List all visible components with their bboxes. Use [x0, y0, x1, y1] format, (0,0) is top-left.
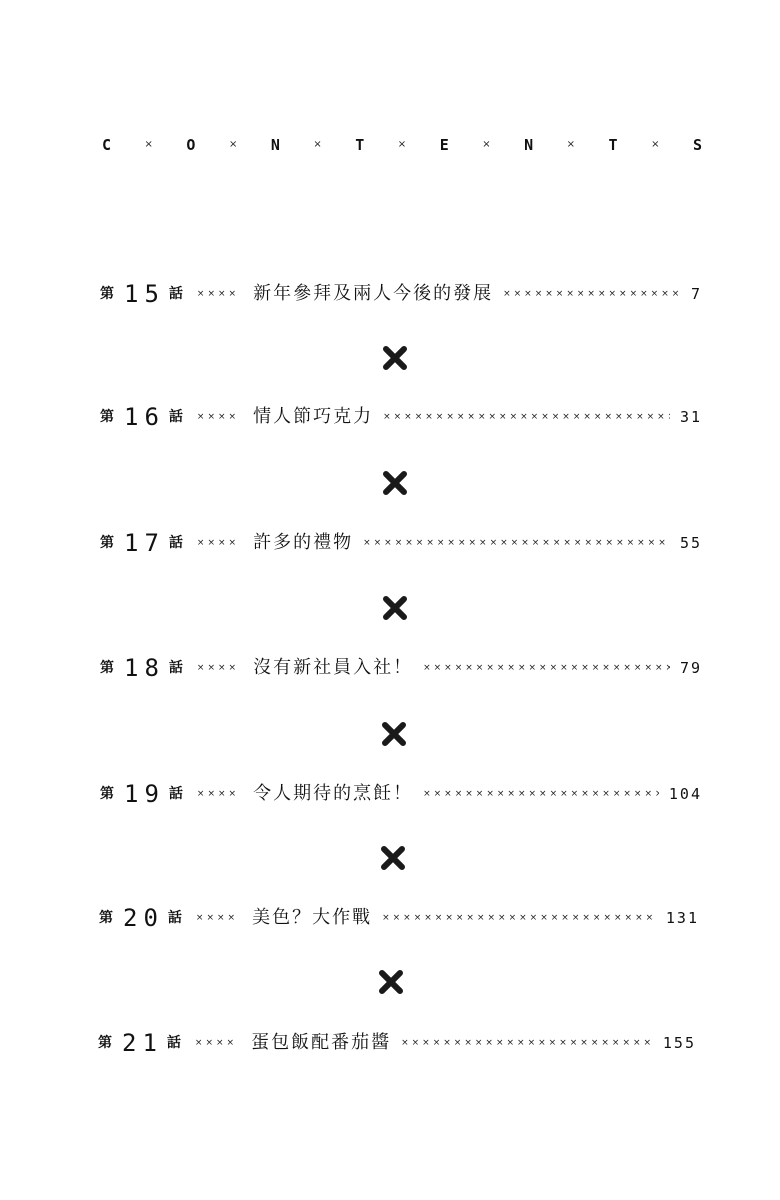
episode-page: 131	[665, 909, 699, 927]
episode-page: 104	[668, 785, 702, 803]
episode-number: 20	[123, 904, 164, 932]
cross-divider-icon	[378, 969, 404, 995]
episode-dots: ××××	[196, 663, 240, 673]
episode-suffix: 話	[168, 409, 183, 425]
header-separator: ×	[482, 139, 491, 150]
header-letter: S	[692, 136, 702, 154]
cross-divider-icon	[382, 345, 408, 371]
episode-number: 16	[124, 403, 165, 431]
header-letter: C	[102, 136, 112, 154]
episode-title: 情人節巧克力	[253, 406, 374, 427]
header-letter: N	[270, 136, 280, 154]
episode-page: 31	[679, 408, 702, 426]
episode-page: 155	[662, 1034, 696, 1052]
header-letter: E	[439, 136, 449, 154]
cross-divider-icon	[382, 470, 408, 496]
episode-suffix: 話	[168, 286, 183, 302]
dot-leader	[401, 1028, 653, 1058]
episode-number: 17	[124, 529, 165, 557]
dot-leader	[382, 903, 656, 933]
episode-prefix: 第	[99, 910, 113, 926]
episode-prefix: 第	[100, 286, 114, 302]
toc-entry[interactable]	[100, 279, 702, 309]
contents-header	[102, 134, 702, 156]
dot-leader	[503, 279, 681, 309]
header-letter: O	[186, 136, 196, 154]
header-separator: ×	[397, 139, 407, 150]
header-letter: T	[355, 136, 365, 154]
episode-dots: ××××	[196, 289, 240, 299]
episode-suffix: 話	[168, 786, 183, 802]
header-separator: ×	[566, 139, 576, 150]
toc-entry[interactable]	[100, 779, 702, 809]
episode-dots: ××××	[194, 1038, 238, 1048]
episode-prefix: 第	[98, 1035, 112, 1051]
episode-suffix: 話	[168, 535, 183, 551]
episode-number: 18	[124, 654, 165, 682]
episode-title: 美色？大作戰	[252, 907, 373, 928]
episode-title: 新年參拜及兩人今後的發展	[253, 283, 494, 304]
header-separator: ×	[651, 139, 660, 150]
dot-leader	[423, 653, 670, 683]
episode-page: 55	[679, 534, 702, 552]
episode-title: 沒有新社員入社！	[253, 657, 414, 678]
toc-entry[interactable]	[100, 528, 702, 558]
episode-dots: ××××	[196, 789, 240, 799]
header-separator: ×	[144, 139, 153, 150]
header-letter: N	[524, 136, 534, 154]
header-letter: T	[608, 136, 618, 154]
episode-page: 7	[690, 285, 702, 303]
dot-leader	[383, 402, 670, 432]
episode-suffix: 話	[168, 660, 183, 676]
episode-number: 21	[122, 1029, 163, 1057]
episode-suffix: 話	[166, 1035, 181, 1051]
header-separator: ×	[228, 139, 238, 150]
episode-number: 19	[124, 780, 165, 808]
toc-entry[interactable]	[98, 1028, 696, 1058]
episode-number: 15	[124, 280, 165, 308]
episode-prefix: 第	[100, 786, 114, 802]
episode-prefix: 第	[100, 660, 114, 676]
header-separator: ×	[313, 139, 322, 150]
toc-entry[interactable]	[100, 653, 702, 683]
cross-divider-icon	[382, 595, 408, 621]
episode-title: 許多的禮物	[253, 532, 354, 553]
episode-title: 令人期待的烹飪！	[253, 783, 414, 804]
toc-entry[interactable]	[99, 903, 699, 933]
episode-dots: ××××	[196, 412, 240, 422]
episode-suffix: 話	[167, 910, 182, 926]
episode-dots: ××××	[195, 913, 239, 923]
episode-prefix: 第	[100, 409, 114, 425]
episode-title: 蛋包飯配番茄醬	[251, 1032, 392, 1053]
episode-prefix: 第	[100, 535, 114, 551]
cross-divider-icon	[381, 721, 407, 747]
cross-divider-icon	[380, 845, 406, 871]
dot-leader	[363, 528, 670, 558]
dot-leader	[423, 779, 659, 809]
toc-entry[interactable]	[100, 402, 702, 432]
episode-page: 79	[679, 659, 702, 677]
episode-dots: ××××	[196, 538, 240, 548]
